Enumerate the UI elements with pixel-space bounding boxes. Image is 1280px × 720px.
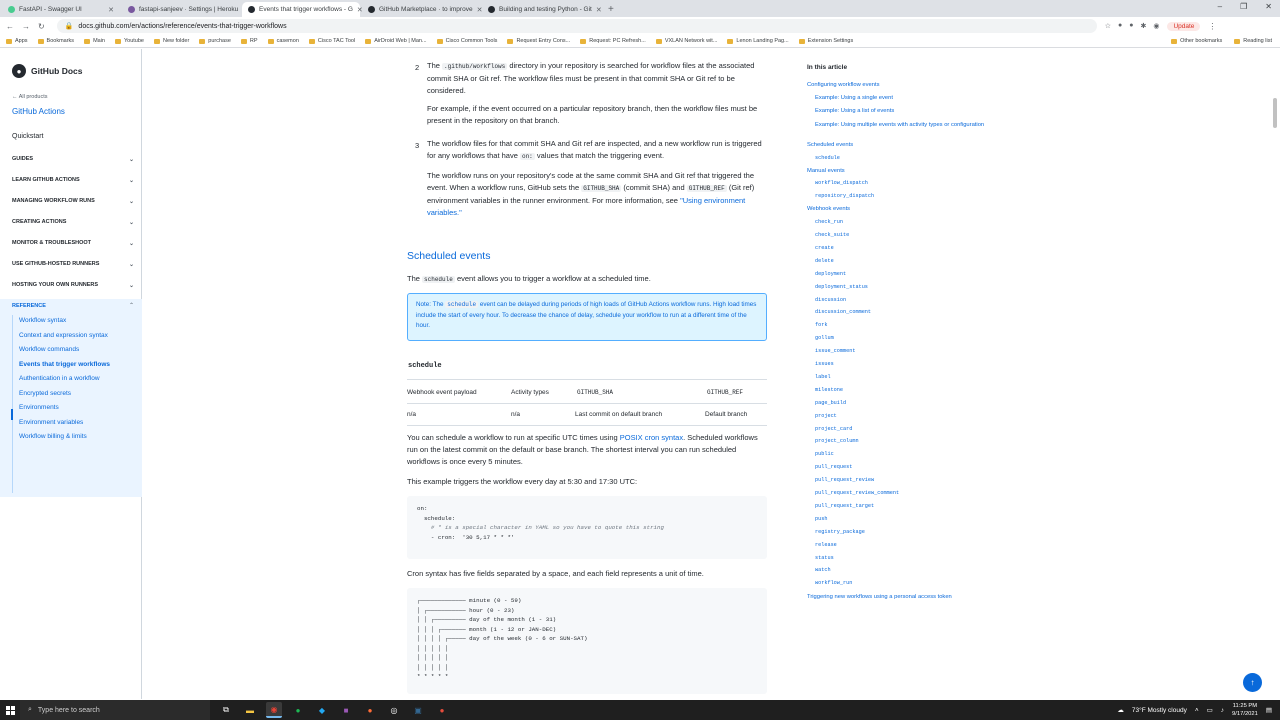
postman-icon[interactable]: ● [367, 705, 373, 715]
folder-icon [727, 39, 733, 44]
code-line: │ │ │ │ ┌───── day of the week (0 - 6 or SUN-SAT) [417, 635, 588, 642]
toc-link[interactable]: Example: Using a single event [815, 94, 893, 101]
sidebar-section[interactable] [0, 191, 142, 211]
bookmark-item[interactable] [268, 38, 299, 44]
bookmark-item[interactable] [84, 38, 105, 44]
bookmark-label: Apps [15, 38, 28, 44]
notifications-icon[interactable]: ▤ [1265, 707, 1272, 714]
folder-icon [84, 39, 90, 44]
sidebar-item[interactable]: Context and expression syntax [19, 331, 108, 339]
table-row [407, 404, 767, 424]
posix-cron-link[interactable]: POSIX cron syntax [619, 433, 684, 442]
code-line: ┌───────────── minute (0 - 59) [417, 597, 522, 604]
sidebar-item[interactable]: Authentication in a workflow [19, 375, 100, 382]
text-fragment: event allows you to trigger a workflow at a scheduled time. [456, 274, 651, 283]
tab-label: Events that trigger workflows - G [259, 6, 353, 13]
sidebar-section[interactable] [0, 254, 142, 274]
tab-favicon-icon [128, 6, 135, 13]
vscode-icon[interactable]: ◆ [318, 705, 326, 715]
tab-close-icon[interactable]: ✕ [108, 6, 114, 14]
yaml-code-block [407, 496, 767, 559]
bookmark-item[interactable] [580, 38, 646, 44]
bookmark-item[interactable] [309, 38, 355, 44]
code-line: │ │ ┌───────── day of the month (1 - 31) [417, 616, 557, 623]
toc-link[interactable]: release [815, 541, 837, 548]
bookmark-item[interactable] [656, 38, 718, 44]
toc-link[interactable]: Example: Using multiple events with activity types or configuration [815, 121, 985, 128]
tab-label: FastAPI - Swagger UI [19, 6, 82, 13]
folder-icon [154, 39, 160, 44]
tab-close-icon[interactable]: ✕ [595, 6, 602, 14]
chevron-down-icon: ⌄ [128, 261, 134, 268]
extension-icon[interactable]: ● [1129, 22, 1134, 29]
toc-link[interactable]: pull_request [815, 464, 853, 471]
forward-icon[interactable]: → [22, 21, 30, 31]
sidebar-item[interactable]: Workflow commands [19, 346, 80, 353]
folder-icon [6, 39, 12, 44]
table-divider [407, 379, 767, 380]
bookmark-item[interactable] [199, 38, 231, 44]
sidebar-section-label: HOSTING YOUR OWN RUNNERS [12, 282, 99, 288]
env-vars-link[interactable]: "Using environment variables." [427, 196, 746, 217]
toc-link[interactable]: registry_package [815, 528, 865, 535]
chevron-down-icon: ⌄ [128, 156, 134, 163]
taskbar-search[interactable] [20, 700, 210, 720]
bookmark-label: New folder [162, 38, 190, 44]
toc-link[interactable]: create [815, 244, 834, 251]
toc-link[interactable]: pull_request_review_comment [815, 490, 900, 496]
tab-favicon-icon [488, 6, 495, 13]
brand[interactable] [12, 64, 82, 78]
code-line: │ │ │ │ │ [417, 663, 449, 671]
toc-link[interactable]: issue_comment [815, 348, 856, 355]
toc-link[interactable]: label [815, 373, 831, 380]
spotify-icon[interactable]: ● [295, 705, 301, 715]
tab-close-icon[interactable]: ✕ [476, 6, 483, 14]
bookmark-label: Extension Settings [807, 38, 854, 44]
github-logo-icon: ● [12, 64, 26, 78]
browser-tab[interactable] [122, 2, 240, 17]
star-icon[interactable]: ☆ [1104, 23, 1111, 30]
active-indicator [11, 409, 13, 420]
folder-icon [365, 39, 371, 44]
search-placeholder: Type here to search [37, 706, 100, 714]
chevron-down-icon: ⌄ [128, 198, 134, 205]
reload-icon[interactable]: ↻ [38, 21, 45, 31]
text-fragment: You can schedule a workflow to run at specific UTC times using [407, 433, 618, 442]
bookmarks-bar [0, 35, 1280, 48]
sidebar-section-label: MONITOR & TROUBLESHOOT [12, 240, 92, 246]
code-line: on: [417, 505, 428, 512]
sidebar-section-label: USE GITHUB-HOSTED RUNNERS [12, 261, 100, 267]
toc-link[interactable]: public [815, 451, 834, 458]
chevron-up-icon[interactable]: ⌃ [128, 303, 134, 309]
toc-link[interactable]: push [815, 515, 828, 522]
step-3-text [427, 138, 767, 163]
step-2-text [427, 60, 767, 97]
maximize-icon[interactable]: ❐ [1240, 2, 1248, 11]
url-field[interactable] [57, 19, 1097, 33]
sidebar-section[interactable] [0, 275, 142, 295]
toc-link[interactable]: discussion [815, 296, 847, 303]
sidebar-section[interactable] [0, 233, 142, 253]
toc-link[interactable]: Configuring workflow events [807, 82, 880, 88]
folder-icon [268, 39, 274, 44]
bookmark-item[interactable] [365, 38, 426, 44]
inline-code: GITHUB_REF [688, 185, 725, 192]
table-header-cell: Activity types [511, 388, 549, 396]
bookmark-item[interactable] [6, 38, 28, 44]
obs-icon[interactable]: ◎ [390, 705, 398, 715]
pgadmin-icon[interactable]: ▣ [414, 705, 422, 715]
start-button[interactable] [0, 700, 20, 720]
inline-code: on: [521, 153, 533, 160]
tab-favicon-icon [8, 6, 15, 13]
toc-link[interactable]: issues [815, 361, 834, 367]
table-header-cell: Webhook event payload [407, 388, 477, 396]
cron-paragraph: Cron syntax has five fields separated by a space, and each field represents a unit of time. [407, 569, 704, 578]
onenote-icon[interactable]: ■ [343, 705, 349, 715]
close-window-icon[interactable]: ✕ [1265, 2, 1272, 11]
toc-link[interactable]: workflow_dispatch [815, 180, 868, 187]
bookmark-label: Bookmarks [46, 38, 75, 44]
toc-title: In this article [807, 64, 848, 71]
product-name[interactable]: GitHub Actions [12, 107, 65, 116]
toc-link[interactable]: milestone [815, 386, 844, 393]
step-number: 2 [415, 63, 420, 72]
sidebar-section[interactable] [0, 149, 142, 169]
search-icon: ⌕ [28, 706, 32, 713]
table-cell: n/a [407, 410, 417, 418]
toc-link[interactable]: deployment [815, 270, 847, 277]
browser-tab[interactable] [482, 2, 600, 17]
chevron-down-icon: ⌄ [128, 240, 134, 247]
toc-link[interactable]: pull_request_review [815, 477, 875, 484]
text-fragment: directory in your repository is searched for workflow files at the associated commit SHA or Git ref. The workflow files must be present in that commit SHA or Git ref to be considered. [427, 61, 755, 95]
browser-tab[interactable] [362, 2, 483, 17]
toc-link[interactable]: project_column [815, 438, 859, 445]
brand-name: GitHub Docs [31, 66, 83, 76]
file-explorer-icon[interactable]: ▬ [246, 705, 254, 715]
bookmark-label: Request Entry Cons... [516, 38, 571, 44]
text-fragment: values that match the triggering event. [536, 151, 665, 160]
sidebar-section[interactable] [0, 212, 142, 232]
bookmark-item[interactable] [38, 38, 75, 44]
sidebar-item[interactable]: Workflow billing & limits [19, 433, 87, 440]
sidebar-item[interactable]: Workflow syntax [19, 317, 67, 324]
app-icon[interactable]: ● [439, 705, 445, 715]
folder-icon [1234, 39, 1240, 44]
article [143, 49, 1271, 699]
toc-link[interactable]: check_suite [815, 232, 850, 238]
tab-label: GitHub Marketplace · to improve [379, 6, 473, 13]
address-bar-row [0, 17, 1280, 35]
toc-link[interactable]: watch [815, 567, 831, 574]
code-line: schedule: [417, 514, 456, 522]
reference-heading[interactable]: REFERENCE [12, 303, 46, 309]
table-header-cell: GITHUB_SHA [577, 388, 614, 396]
reference-section [0, 299, 142, 497]
bookmark-item[interactable] [115, 38, 144, 44]
new-tab-button[interactable]: + [608, 4, 614, 15]
toc-link[interactable]: Manual events [807, 167, 845, 174]
table-cell: n/a [511, 410, 521, 418]
step-2-example: For example, if the event occurred on a particular repository branch, then the workflow files must be present in the repository on that branch. [427, 104, 758, 125]
note-callout [407, 293, 767, 341]
sidebar-section-label: CREATING ACTIONS [12, 219, 67, 225]
table-cell: Default branch [705, 410, 748, 418]
volume-icon[interactable]: ♪ [1220, 706, 1225, 714]
code-line: │ │ │ ┌─────── month (1 - 12 or JAN-DEC) [417, 625, 557, 633]
sidebar-item[interactable]: Encrypted secrets [19, 389, 72, 397]
subsection-heading: schedule [408, 362, 442, 370]
text-fragment: The [427, 61, 440, 70]
text-fragment: (commit SHA) and [623, 183, 685, 192]
inline-code: schedule [447, 301, 477, 308]
docs-sidebar [0, 49, 142, 699]
bookmark-item[interactable] [727, 38, 788, 44]
lock-icon: 🔒 [64, 23, 74, 30]
code-line: * * * * * [417, 673, 449, 680]
browser-tab[interactable] [2, 2, 120, 17]
schedule-intro [407, 273, 767, 286]
toc-link[interactable]: pull_request_target [815, 502, 875, 509]
bookmark-label: Youtube [123, 38, 144, 44]
bookmark-label: Main [93, 38, 105, 44]
puzzle-icon[interactable]: ✱ [1140, 23, 1147, 30]
bookmark-item[interactable] [241, 38, 258, 44]
toc-link[interactable]: Webhook events [807, 206, 851, 213]
bookmarks-right [1171, 38, 1272, 44]
folder-icon [656, 39, 662, 44]
tab-favicon-icon [248, 6, 255, 13]
weather-icon: ☁ [1117, 707, 1124, 714]
toc-link[interactable]: page_build [815, 399, 847, 406]
toc-link[interactable]: discussion_comment [815, 309, 872, 316]
inline-code: schedule [424, 276, 453, 283]
table-divider [407, 425, 767, 426]
folder-icon [580, 39, 586, 44]
bookmark-item[interactable] [1171, 38, 1222, 44]
toc-link[interactable]: workflow_run [815, 580, 853, 587]
inline-code: .github/workflows [444, 63, 506, 70]
windows-taskbar [0, 700, 1280, 720]
sidebar-item[interactable]: Events that trigger workflows [19, 360, 111, 368]
extension-icons [1105, 22, 1160, 30]
toc-link[interactable]: deployment_status [815, 283, 868, 290]
utc-paragraph [407, 432, 767, 468]
toc-link[interactable]: repository_dispatch [815, 193, 875, 200]
toc-link[interactable]: Triggering new workflows using a personal access token [807, 594, 952, 601]
update-button[interactable]: Update [1167, 22, 1200, 31]
text-fragment: The [407, 274, 420, 283]
section-heading[interactable]: Scheduled events [407, 250, 491, 262]
toc-link[interactable]: project_card [815, 425, 853, 432]
table-header-row [407, 382, 767, 402]
tab-label: fastapi-sanjeev · Settings | Heroku [139, 6, 239, 13]
bookmark-label: VXLAN Network wit... [664, 38, 718, 44]
tab-close-icon[interactable]: ✕ [356, 6, 363, 14]
code-line: │ ┌─────────── hour (0 - 23) [417, 606, 515, 614]
sidebar-item[interactable]: Environment variables [19, 418, 84, 426]
toc-link[interactable]: schedule [815, 154, 840, 161]
chrome-icon[interactable]: ◉ [266, 702, 282, 718]
step-number: 3 [415, 141, 420, 150]
bookmark-label: Reading list [1243, 38, 1272, 44]
toc-link[interactable]: Scheduled events [807, 141, 854, 148]
network-icon[interactable]: ▭ [1206, 707, 1213, 714]
windows-logo-icon [6, 706, 15, 715]
folder-icon [115, 39, 121, 44]
browser-tab-strip [0, 0, 1280, 17]
inline-code: GITHUB_SHA [583, 185, 620, 192]
bookmark-item[interactable] [437, 38, 498, 44]
folder-icon [507, 39, 513, 44]
table-header-cell: GITHUB_REF [707, 388, 744, 396]
bookmark-item[interactable] [799, 38, 854, 44]
folder-icon [199, 39, 205, 44]
code-line: │ │ │ │ │ [417, 654, 449, 661]
tab-label: Building and testing Python - Git [499, 6, 592, 13]
chevron-down-icon: ⌄ [128, 282, 134, 289]
clock-time: 11:25 PM [1232, 703, 1258, 709]
system-tray [1117, 700, 1272, 720]
folder-icon [799, 39, 805, 44]
toc-link[interactable]: gollum [815, 335, 834, 342]
bookmark-label: purchase [208, 38, 231, 44]
text-fragment: Note: The [416, 301, 444, 308]
chevron-down-icon: ⌄ [128, 177, 134, 184]
scroll-to-top-button[interactable]: ↑ [1243, 673, 1262, 692]
task-view-icon[interactable]: ⧉ [223, 705, 229, 714]
bookmark-label: Lenon Landing Pag... [736, 38, 789, 44]
text-fragment: (Git ref) environment variables in the runner environment. For more information, see [427, 183, 755, 205]
all-products-label: All products [18, 94, 48, 100]
bookmark-label: Cisco TAC Tool [317, 38, 356, 44]
bookmark-label: AirDroid Web | Man... [374, 38, 427, 44]
clock[interactable] [1232, 702, 1258, 718]
bookmark-label: Cisco Common Tools [445, 38, 498, 44]
back-icon[interactable]: ← [6, 21, 14, 31]
table-of-contents [807, 64, 987, 601]
step-3-detail [427, 170, 767, 219]
code-line: │ │ │ │ │ [417, 644, 449, 652]
sidebar-item[interactable]: Environments [19, 404, 59, 411]
taskbar-apps [218, 702, 450, 718]
toc-link[interactable]: Example: Using a list of events [815, 107, 895, 114]
code-line: - cron: '30 5,17 * * *' [417, 533, 515, 541]
quickstart-link[interactable]: Quickstart [12, 133, 44, 140]
toc-link[interactable]: project [815, 412, 837, 419]
bookmark-item[interactable] [1234, 38, 1272, 44]
toc-link[interactable]: fork [815, 322, 828, 329]
text-fragment: The workflow files for that commit SHA and Git ref are inspected, and a new workflow run is triggered for any workflows that have [427, 139, 762, 160]
sidebar-section-label: MANAGING WORKFLOW RUNS [12, 198, 95, 204]
sidebar-section-label: GUIDES [12, 156, 34, 162]
text-fragment: event can be delayed during periods of high loads of GitHub Actions workflow runs. High load times include the start of every hour. To decrease the chance of delay, schedule your workflow to run at a different time of the hour. [416, 301, 757, 329]
example-paragraph: This example triggers the workflow every day at 5:30 and 17:30 UTC: [407, 477, 638, 486]
clock-date: 9/17/2021 [1232, 711, 1258, 717]
browser-tab[interactable] [242, 2, 363, 17]
toc-link[interactable]: status [815, 554, 834, 561]
folder-icon [241, 39, 247, 44]
menu-dots-icon[interactable]: ⋮ [1208, 21, 1217, 31]
toc-link[interactable]: check_run [815, 219, 844, 226]
folder-icon [1171, 39, 1177, 44]
sidebar-section[interactable] [0, 170, 142, 190]
url-text: docs.github.com/en/actions/reference/events-that-trigger-workflows [78, 22, 287, 30]
all-products-link[interactable]: ← All products [12, 94, 48, 100]
bookmark-item[interactable] [507, 38, 570, 44]
bookmark-label: Other bookmarks [1180, 38, 1223, 44]
chevron-down-icon: ⌄ [128, 219, 134, 226]
tab-favicon-icon [368, 6, 375, 13]
window-controls [1218, 2, 1272, 11]
toc-link[interactable]: delete [815, 257, 834, 264]
text-fragment: . Scheduled workflows run on the latest commit on the default or base branch. The shortest interval you can run scheduled workflows is once every 5 minutes. [407, 433, 758, 466]
bookmark-label: Request: PC Refresh... [589, 38, 646, 44]
folder-icon [309, 39, 315, 44]
sidebar-section-label: LEARN GITHUB ACTIONS [12, 177, 80, 183]
code-comment: # * is a special character in YAML so you have to quote this string [417, 524, 664, 531]
folder-icon [437, 39, 443, 44]
table-cell: Last commit on default branch [575, 410, 663, 418]
bookmark-item[interactable] [154, 38, 189, 44]
weather-text[interactable]: 73°F Mostly cloudy [1131, 706, 1187, 714]
cron-code-block [407, 588, 767, 694]
minimize-icon[interactable]: – [1217, 2, 1223, 11]
bookmark-label: RP [249, 38, 258, 44]
text-fragment: The workflow runs on your repository's code at the same commit SHA and Git ref that triggered the event. When a workflow runs, GitHub sets the [427, 171, 754, 192]
reference-rail [12, 315, 13, 493]
extension-icon[interactable]: ● [1117, 22, 1123, 29]
bookmark-label: casemon [276, 38, 299, 44]
scrollbar-thumb[interactable] [1273, 98, 1277, 128]
profile-icon[interactable]: ◉ [1153, 23, 1160, 30]
folder-icon [38, 39, 44, 44]
tray-chevron-icon[interactable]: ˄ [1194, 706, 1199, 714]
